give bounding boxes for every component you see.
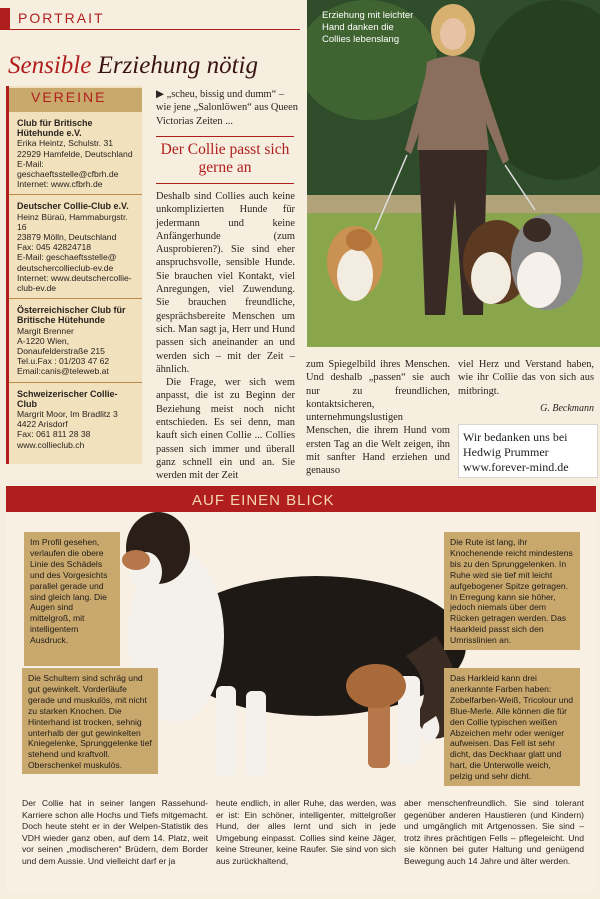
paragraph: viel Herz und Verstand haben, wie ihr Collie das von sich aus mitbringt.: [458, 359, 594, 397]
club-line: Fax: 061 811 28 38: [17, 429, 91, 440]
info-box-body: Die Schultern sind schräg und gut gewinkelt. Vorderläufe gerade und muskulös, mit nicht zu starken Knochen. Die Hinterhand ist trocken, sehnig unterhalb der gut gewinkelten Kniegelenke, Sprunggelenke tief stehend und kraftvoll. Oberschenkel muskulös.: [22, 668, 158, 774]
photo-caption: Erziehung mit leichter Hand danken die Collies lebenslang: [322, 10, 414, 45]
club-email[interactable]: Email:canis@teleweb.at: [17, 366, 109, 377]
club-line: Erika Heintz, Schulstr. 31: [17, 138, 114, 149]
author-byline: G. Beckmann: [540, 402, 594, 414]
club-line: A-1220 Wien,: [17, 335, 70, 346]
article-column-3: [458, 358, 594, 415]
club-line: 22929 Hamfelde, Deutschland: [17, 148, 133, 159]
club-entry: [9, 118, 142, 195]
blick-text-column-1: Der Collie hat in seiner langen Rassehund-Karriere schon alle Hochs und Tiefs mitgemacht. Doch heute steht er in der Welpen-Statistik des VDH wieder ganz oben, auf dem 14. Platz, weit vor seinen „modischeren“ Brüdern, dem Border und dem Aussie. Und vielleicht darf er ja: [22, 798, 208, 866]
club-line: 4422 Arisdorf: [17, 419, 68, 430]
section-label: PORTRAIT: [0, 8, 300, 30]
club-email[interactable]: E-Mail: geschaeftsstelle@: [17, 252, 117, 263]
article-headline: [8, 52, 298, 80]
photo-illustration: [307, 0, 600, 347]
club-line: Margrit Moor, Im Bradlitz 3: [17, 409, 118, 420]
club-line: Fax: 045 42824718: [17, 242, 92, 253]
club-website-link[interactable]: club-ev.de: [17, 283, 57, 294]
club-line: Heinz Büraü, Hammaburgstr. 16: [17, 211, 128, 232]
blick-text-column-3: aber menschenfreundlich. Sie sind tolerant gegenüber anderen Haustieren (und Kindern) und umgänglich mit Artgenossen. Sie sind – trotz ihres prächtigen Fells – pflegeleicht. Und sie können bei guter Haltung und genügend Bewegung auch 14 Jahre und älter werden.: [404, 798, 584, 866]
club-line: Donaufelderstraße 215: [17, 346, 105, 357]
article-intro: ▶ „scheu, bissig und dumm“ – wie jene „Salonlöwen“ aus Queen Victorias Zeiten ...: [156, 89, 298, 127]
vereine-box: [6, 86, 142, 464]
section-title: AUF EINEN BLICK: [192, 492, 335, 509]
club-entry: [9, 305, 142, 382]
info-box-head: Im Profil gesehen, verlaufen die obere Linie des Schädels und des Vorgesichts parallel gerade und sind gleich lang. Die Augen sind mittelgroß, mit intelligentem Ausdruck.: [24, 532, 120, 666]
blick-text-column-2: heute endlich, in aller Ruhe, das werden, was er ist: Ein schöner, intelligenter, mittelgroßer Hund, der alles lernt und sich in jede Umgebung einpasst. Collies sind keine Jäger, keine Streuner, keine Raufer. Sie sind von sich aus zurückhaltend,: [216, 798, 396, 866]
club-line: Tel.u.Fax : 01/203 47 62: [17, 356, 110, 367]
club-website-link[interactable]: Internet: www.deutschercollie-: [17, 272, 132, 283]
club-line: 23879 Mölln, Deutschland: [17, 232, 117, 243]
paragraph: Die Frage, wer sich wem anpasst, die ist zu Beginn der Beziehung meist noch nicht entschieden. Es sei denn, man kauft sich einen Collie ... Collies passen sich immer und überall ganz schnell ein und an. Sie werden mit der Zeit: [156, 377, 295, 482]
article-column-1: [156, 190, 295, 483]
headline-red-part: Sensible: [8, 52, 92, 79]
club-email[interactable]: E-Mail: geschaeftsstelle@cfbrh.de: [17, 158, 119, 180]
club-entry: [9, 201, 142, 299]
info-box-tail: Die Rute ist lang, ihr Knochenende reicht mindestens bis zu den Sprunggelenken. In Ruhe wird sie tief mit leicht aufgebogener Spitze getragen. In Erregung kann sie höher, jedoch niemals über dem Rücken getragen werden. Das Haarkleid passt sich den Umrisslinien an.: [444, 532, 580, 650]
club-name: Österreichischer Club für Britische Hütehunde: [17, 305, 126, 326]
vereine-title: VEREINE: [9, 88, 142, 112]
club-website-link[interactable]: www.collieclub.ch: [17, 439, 85, 450]
club-name: Club für Britische Hütehunde e.V.: [17, 118, 93, 139]
club-website-link[interactable]: Internet: www.cfbrh.de: [17, 179, 103, 190]
article-column-2: zum Spiegelbild ihres Menschen. Und deshalb „passen“ sie auch nur zu freundlichen, kontaktsicheren, unternehmungslustigen Menschen, die ihrem Hund vom ersten Tag an die Welt zeigen, ihn mit sanfter Hand erziehen und genauso: [306, 359, 450, 477]
woman-with-collies-photo: [307, 0, 600, 347]
thanks-note: Wir bedanken uns bei Hedwig Prummer www.forever-mind.de: [458, 424, 598, 478]
club-name: Schweizerischer Collie-Club: [17, 388, 118, 409]
paragraph: Deshalb sind Collies auch keine unkomplizierten Hunde für jedermann und keine Anfängerhunde (zum Ausprobieren?). Sie sind eher anspruchsvolle, sensible Hunde. Sie brauchen viel Kontakt, viel Anregungen, viel Zuwendung. Sie brauchen freundliche, gesprächsbereite Menschen um sich. Man sagt ja, Herr und Hund passen sich aneinander an und werden sich – mit der Zeit – ähnlich.: [156, 191, 295, 375]
club-email[interactable]: deutschercollieclub-ev.de: [17, 262, 114, 273]
club-name: Deutscher Collie-Club e.V.: [17, 201, 129, 212]
headline-dark-part: Erziehung nötig: [97, 52, 258, 79]
auf-einen-blick-section: [6, 486, 596, 892]
article-subhead: Der Collie passt sich gerne an: [156, 136, 294, 184]
info-box-coat: Das Harkleid kann drei anerkannte Farben haben: Zobelfarben-Weiß, Tricolour und Blue-Merle. Alle können die für den Collie typischen weißen Abzeichen mehr oder weniger aufweisen. Das Fell ist sehr dicht, das Deckhaar glatt und hart, die Unterwolle weich, pelzig und sehr dicht.: [444, 668, 580, 786]
club-entry: [9, 389, 142, 455]
club-line: Margit Brenner: [17, 325, 74, 336]
